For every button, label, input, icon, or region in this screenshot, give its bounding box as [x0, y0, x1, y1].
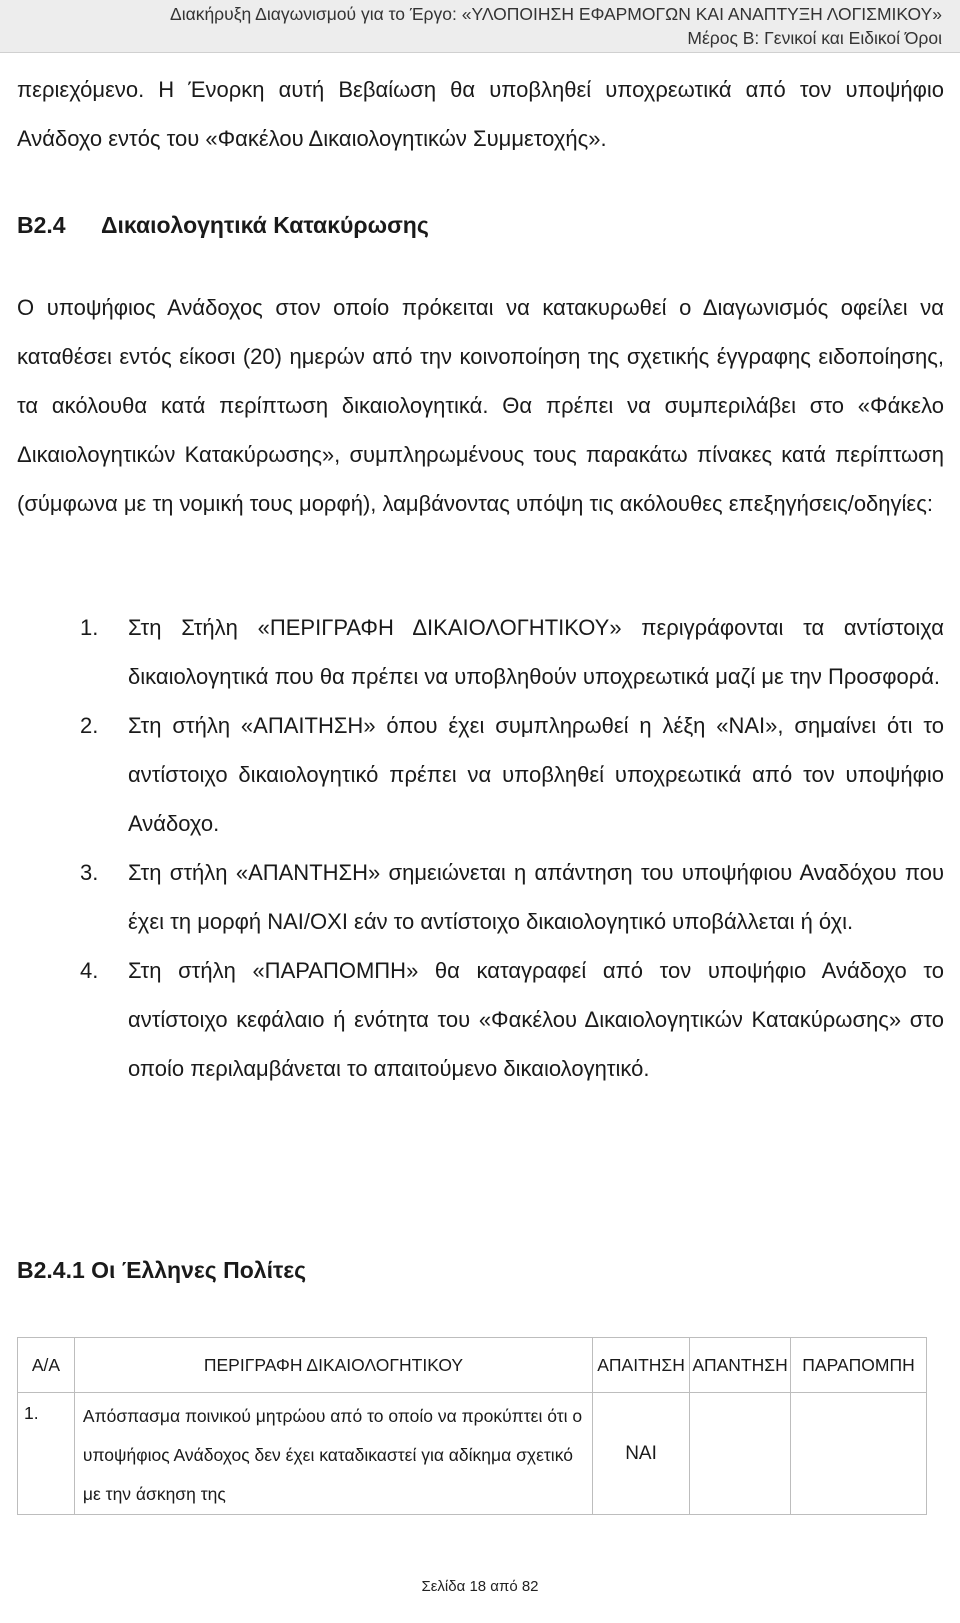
header-reference: ΠΑΡΑΠΟΜΠΗ: [791, 1338, 927, 1393]
cell-requirement: ΝΑΙ: [593, 1393, 690, 1515]
list-item-text: Στη στήλη «ΑΠΑΝΤΗΣΗ» σημειώνεται η απάντηση του υποψήφιου Αναδόχου που έχει τη μορφή ΝΑΙ/ΟΧΙ εάν το αντίστοιχο δικαιολογητικό υποβάλλεται ή όχι.: [128, 860, 944, 934]
table-row: [18, 1393, 927, 1515]
list-item-text: Στη Στήλη «ΠΕΡΙΓΡΑΦΗ ΔΙΚΑΙΟΛΟΓΗΤΙΚΟΥ» περιγράφονται τα αντίστοιχα δικαιολογητικά που θα πρέπει να υποβληθούν υποχρεωτικά μαζί με την Προσφορά.: [128, 615, 944, 689]
section-body: Ο υποψήφιος Ανάδοχος στον οποίο πρόκειται να κατακυρωθεί ο Διαγωνισμός οφείλει να καταθέσει εντός είκοσι (20) ημερών από την κοινοποίηση της σχετικής έγγραφης ειδοποίησης, τα ακόλουθα κατά περίπτωση δικαιολογητικά. Θα πρέπει να συμπεριλάβει στο «Φάκελο Δικαιολογητικών Κατακύρωσης», συμπληρωμένους τους παρακάτω πίνακες κατά περίπτωση (σύμφωνα με τη νομική τους μορφή), λαμβάνοντας υπόψη τις ακόλουθες επεξηγήσεις/οδηγίες:: [17, 295, 944, 516]
header-answer: ΑΠΑΝΤΗΣΗ: [690, 1338, 791, 1393]
instructions-list: [0, 603, 960, 1093]
header-title: Διακήρυξη Διαγωνισμού για το Έργο: «ΥΛΟΠΟΙΗΣΗ ΕΦΑΡΜΟΓΩΝ ΚΑΙ ΑΝΑΠΤΥΞΗ ΛΟΓΙΣΜΙΚΟΥ»: [170, 4, 942, 24]
header-aa: Α/Α: [18, 1338, 75, 1393]
subsection-heading: Β2.4.1 Οι Έλληνες Πολίτες: [17, 1257, 307, 1283]
intro-paragraph: περιεχόμενο. Η Ένορκη αυτή Βεβαίωση θα υποβληθεί υποχρεωτικά από τον υποψήφιο Ανάδοχο εντός του «Φακέλου Δικαιολογητικών Συμμετοχής».: [17, 77, 944, 151]
header-subtitle: Μέρος Β: Γενικοί και Ειδικοί Όροι: [687, 28, 942, 48]
list-item-text: Στη στήλη «ΑΠΑΙΤΗΣΗ» όπου έχει συμπληρωθεί η λέξη «ΝΑΙ», σημαίνει ότι το αντίστοιχο δικαιολογητικό πρέπει να υποβληθεί υποχρεωτικά από τον υποψήφιο Ανάδοχο.: [128, 713, 944, 836]
header-requirement: ΑΠΑΙΤΗΣΗ: [593, 1338, 690, 1393]
section-title: Δικαιολογητικά Κατακύρωσης: [101, 212, 429, 238]
cell-reference[interactable]: [791, 1393, 927, 1515]
list-item-number: 2.: [80, 713, 99, 738]
list-item-text: Στη στήλη «ΠΑΡΑΠΟΜΠΗ» θα καταγραφεί από τον υποψήφιο Ανάδοχο το αντίστοιχο κεφάλαιο ή ενότητα του «Φακέλου Δικαιολογητικών Κατακύρωσης» στο οποίο περιλαμβάνεται το απαιτούμενο δικαιολογητικό.: [128, 958, 944, 1081]
list-item-number: 1.: [80, 615, 99, 640]
header-description: ΠΕΡΙΓΡΑΦΗ ΔΙΚΑΙΟΛΟΓΗΤΙΚΟΥ: [74, 1338, 592, 1393]
cell-answer[interactable]: [690, 1393, 791, 1515]
list-item: [0, 946, 960, 1093]
list-item: [0, 848, 960, 946]
list-item-number: 3.: [80, 860, 99, 885]
section-heading: [17, 212, 429, 239]
list-item: [0, 603, 960, 701]
section-number: Β2.4: [17, 212, 66, 238]
requirements-table: [17, 1337, 927, 1515]
cell-description: Απόσπασμα ποινικού μητρώου από το οποίο να προκύπτει ότι ο υποψήφιος Ανάδοχος δεν έχει καταδικαστεί για αδίκημα σχετικό με την άσκηση της: [74, 1393, 592, 1515]
list-item: [0, 701, 960, 848]
page-footer: Σελίδα 18 από 82: [421, 1578, 539, 1595]
table-header-row: [18, 1338, 927, 1393]
list-item-number: 4.: [80, 958, 99, 983]
page-header: [0, 0, 960, 53]
cell-aa: 1.: [18, 1393, 75, 1515]
